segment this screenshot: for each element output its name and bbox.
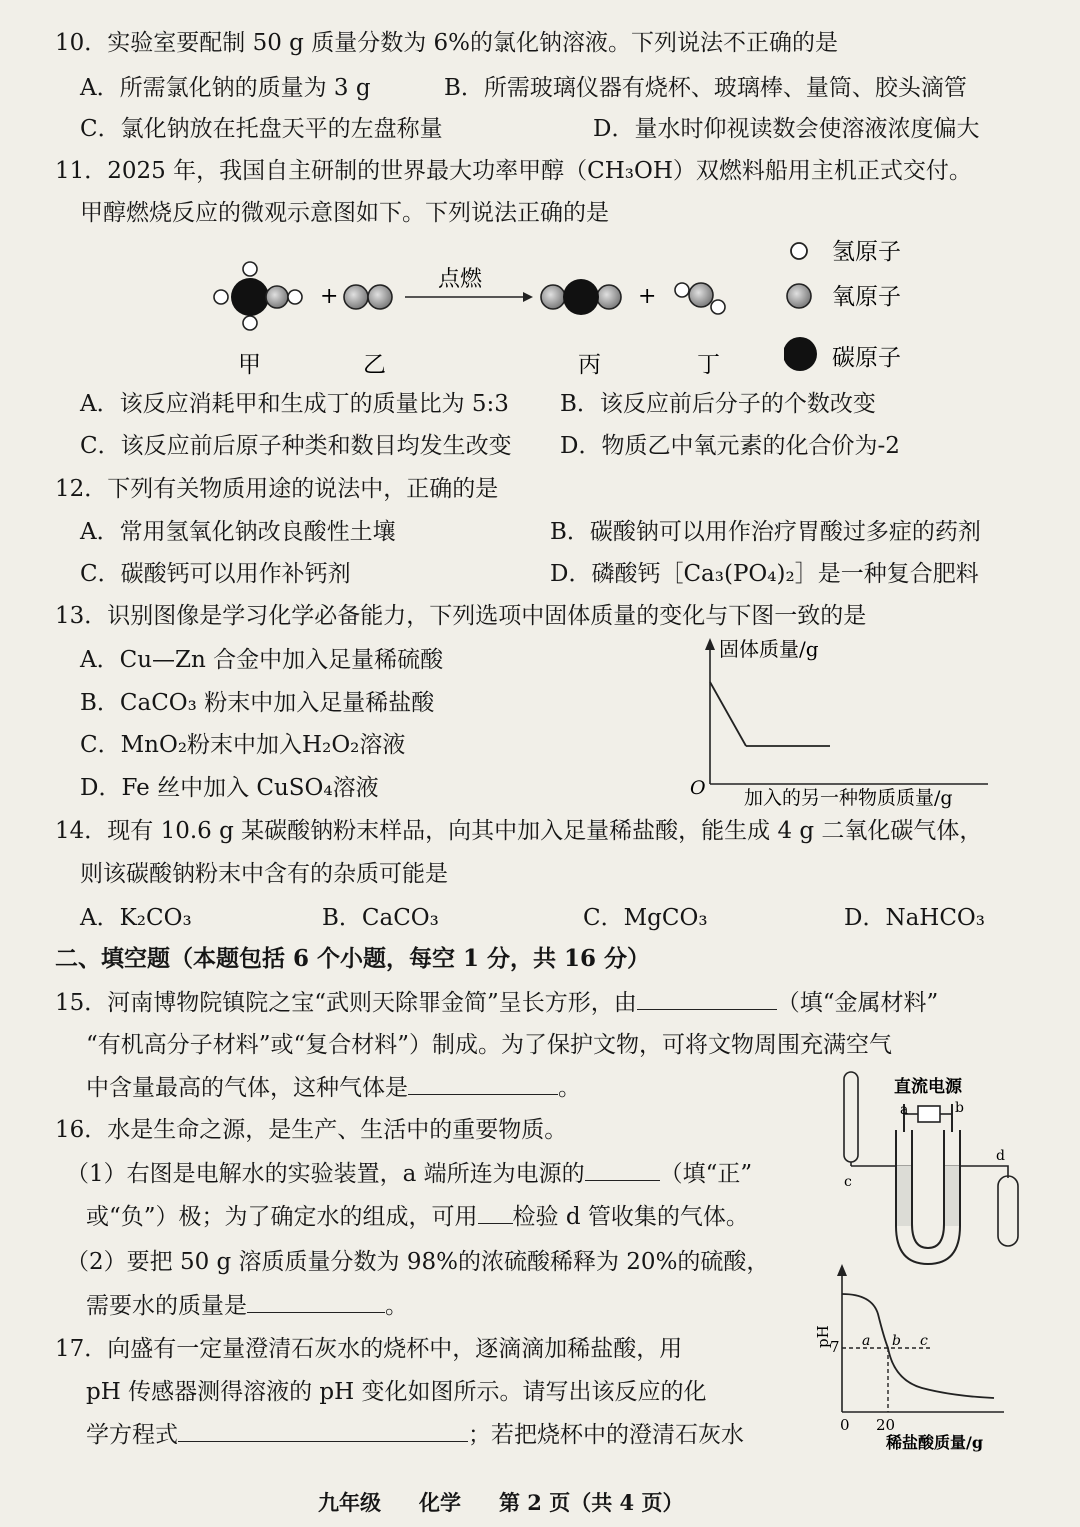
q12-option-b: B．碳酸钠可以用作治疗胃酸过多症的药剂 <box>550 519 981 545</box>
q15-line2: “有机高分子材料”或“复合材料”）制成。为了保护文物，可将文物周围充满空气 <box>86 1032 893 1058</box>
q12-option-a: A．常用氢氧化钠改良酸性土壤 <box>80 519 396 545</box>
q16-blank-2[interactable] <box>478 1222 513 1224</box>
graph-origin: O <box>690 777 706 799</box>
q11-option-b: B．该反应前后分子的个数改变 <box>560 391 876 417</box>
q13-option-d: D．Fe 丝中加入 CuSO₄溶液 <box>80 775 379 801</box>
graph-x-label: 加入的另一种物质质量/g <box>744 787 953 809</box>
atom-legend <box>784 232 1024 382</box>
battery-icon <box>918 1106 940 1122</box>
q12-option-c: C．碳酸钙可以用作补钙剂 <box>80 561 351 587</box>
q11-option-a: A．该反应消耗甲和生成丁的质量比为 5:3 <box>80 391 509 417</box>
q17-line1: 17．向盛有一定量澄清石灰水的烧杯中，逐滴滴加稀盐酸，用 <box>55 1336 683 1362</box>
test-tube-d <box>998 1176 1018 1246</box>
reaction-diagram <box>205 255 765 380</box>
q12-option-d: D．磷酸钙［Ca₃(PO₄)₂］是一种复合肥料 <box>550 561 979 587</box>
q16-blank-3[interactable] <box>247 1311 385 1313</box>
legend-carbon: 碳原子 <box>832 345 901 371</box>
oxygen-atom-icon <box>787 284 811 308</box>
point-b-label: b <box>892 1333 901 1349</box>
electrolysis-apparatus <box>838 1066 1028 1281</box>
ph-graph <box>812 1262 1012 1452</box>
q14-stem: 14．现有 10.6 g 某碳酸钠粉末样品，向其中加入足量稀盐酸，能生成 4 g 二氧化碳气体， <box>55 818 983 844</box>
q11-stem-line2: 甲醇燃烧反应的微观示意图如下。下列说法正确的是 <box>80 200 609 226</box>
q15-blank-2[interactable] <box>408 1093 558 1095</box>
q10-option-c: C．氯化钠放在托盘天平的左盘称量 <box>80 116 443 142</box>
svg-text:+: + <box>638 284 657 309</box>
water-molecule <box>675 283 725 314</box>
q16-stem: 16．水是生命之源，是生产、生活中的重要物质。 <box>55 1117 568 1143</box>
q14-option-d: D．NaHCO₃ <box>844 905 986 931</box>
ph-x0-label: 0 <box>840 1416 850 1434</box>
carbon-dioxide-molecule <box>541 279 621 315</box>
ph-x20-label: 20 <box>876 1416 896 1434</box>
tube-d-label: d <box>996 1148 1005 1164</box>
q10-stem: 10．实验室要配制 50 g 质量分数为 6%的氯化钠溶液。下列说法不正确的是 <box>55 30 838 56</box>
page-footer <box>318 1487 721 1517</box>
label-ding: 丁 <box>697 352 720 378</box>
q11-option-c: C．该反应前后原子种类和数目均发生改变 <box>80 433 512 459</box>
q17-line2: pH 传感器测得溶液的 pH 变化如图所示。请写出该反应的化 <box>86 1379 707 1405</box>
oxygen-molecule <box>344 285 392 309</box>
section-heading: 二、填空题（本题包括 6 个小题，每空 1 分，共 16 分） <box>55 945 651 972</box>
q13-option-c: C．MnO₂粉末中加入H₂O₂溶液 <box>80 732 406 758</box>
electrode-b-label: b <box>955 1100 964 1116</box>
electrode-a-label: a <box>900 1102 909 1118</box>
footer-subject: 化学 <box>419 1490 461 1515</box>
q10-option-b: B．所需玻璃仪器有烧杯、玻璃棒、量筒、胶头滴管 <box>444 75 967 101</box>
q10-option-d: D．量水时仰视读数会使溶液浓度偏大 <box>593 116 980 142</box>
q13-stem: 13．识别图像是学习化学必备能力，下列选项中固体质量的变化与下图一致的是 <box>55 603 867 629</box>
graph-y-label: 固体质量/g <box>719 637 819 661</box>
q14-option-c: C．MgCO₃ <box>583 905 708 931</box>
q11-option-d: D．物质乙中氧元素的化合价为-2 <box>560 433 900 459</box>
graph-decline-line <box>710 682 746 746</box>
q14-option-b: B．CaCO₃ <box>322 905 439 931</box>
legend-oxygen: 氧原子 <box>832 284 901 310</box>
q16-part1-line2: 或“负”）极；为了确定水的组成，可用 检验 d 管收集的气体。 <box>86 1204 749 1230</box>
q13-option-a: A．Cu—Zn 合金中加入足量稀硫酸 <box>80 647 444 673</box>
power-supply-label: 直流电源 <box>894 1077 962 1097</box>
q14-stem-line2: 则该碳酸钠粉末中含有的杂质可能是 <box>80 861 448 887</box>
q13-option-b: B．CaCO₃ 粉末中加入足量稀盐酸 <box>80 690 435 716</box>
tube-c-label: c <box>844 1174 852 1190</box>
hydrogen-atom-icon <box>791 243 807 259</box>
q16-part2-line2: 需要水的质量是 。 <box>86 1293 408 1319</box>
reaction-condition: 点燃 <box>438 267 483 292</box>
q15-line1: 15．河南博物院镇院之宝“武则天除罪金简”呈长方形，由 （填“金属材料” <box>55 990 939 1016</box>
ph-7-label: 7 <box>830 1338 840 1356</box>
point-c-label: c <box>920 1333 928 1349</box>
q12-stem: 12．下列有关物质用途的说法中，正确的是 <box>55 476 499 502</box>
label-jia: 甲 <box>238 352 261 378</box>
q16-part2-line1: （2）要把 50 g 溶质质量分数为 98%的浓硫酸稀释为 20%的硫酸， <box>66 1249 770 1275</box>
q17-line3: 学方程式 ；若把烧杯中的澄清石灰水 <box>86 1422 744 1448</box>
point-a-label: a <box>862 1333 871 1349</box>
q11-stem: 11．2025 年，我国自主研制的世界最大功率甲醇（CH₃OH）双燃料船用主机正式交付。 <box>55 158 972 184</box>
q16-blank-1[interactable] <box>585 1179 660 1181</box>
q17-blank-1[interactable] <box>178 1440 468 1442</box>
legend-hydrogen: 氢原子 <box>832 239 901 265</box>
label-bing: 丙 <box>578 352 601 378</box>
footer-grade: 九年级 <box>318 1490 381 1515</box>
label-yi: 乙 <box>363 352 386 378</box>
q15-blank-1[interactable] <box>637 1008 777 1010</box>
ph-x-label: 稀盐酸质量/g <box>886 1433 984 1452</box>
footer-page: 第 2 页（共 4 页） <box>499 1490 684 1515</box>
q15-line3: 中含量最高的气体，这种气体是 。 <box>86 1075 581 1101</box>
q14-option-a: A．K₂CO₃ <box>80 905 192 931</box>
ph-y-label: pH <box>814 1325 832 1348</box>
svg-text:+: + <box>320 284 339 309</box>
q16-part1-line1: （1）右图是电解水的实验装置，a 端所连为电源的 （填“正” <box>66 1161 753 1187</box>
carbon-atom-icon <box>784 337 817 371</box>
solid-mass-graph <box>688 634 1008 814</box>
methanol-molecule <box>214 262 302 330</box>
q10-option-a: A．所需氯化钠的质量为 3 g <box>80 75 371 101</box>
